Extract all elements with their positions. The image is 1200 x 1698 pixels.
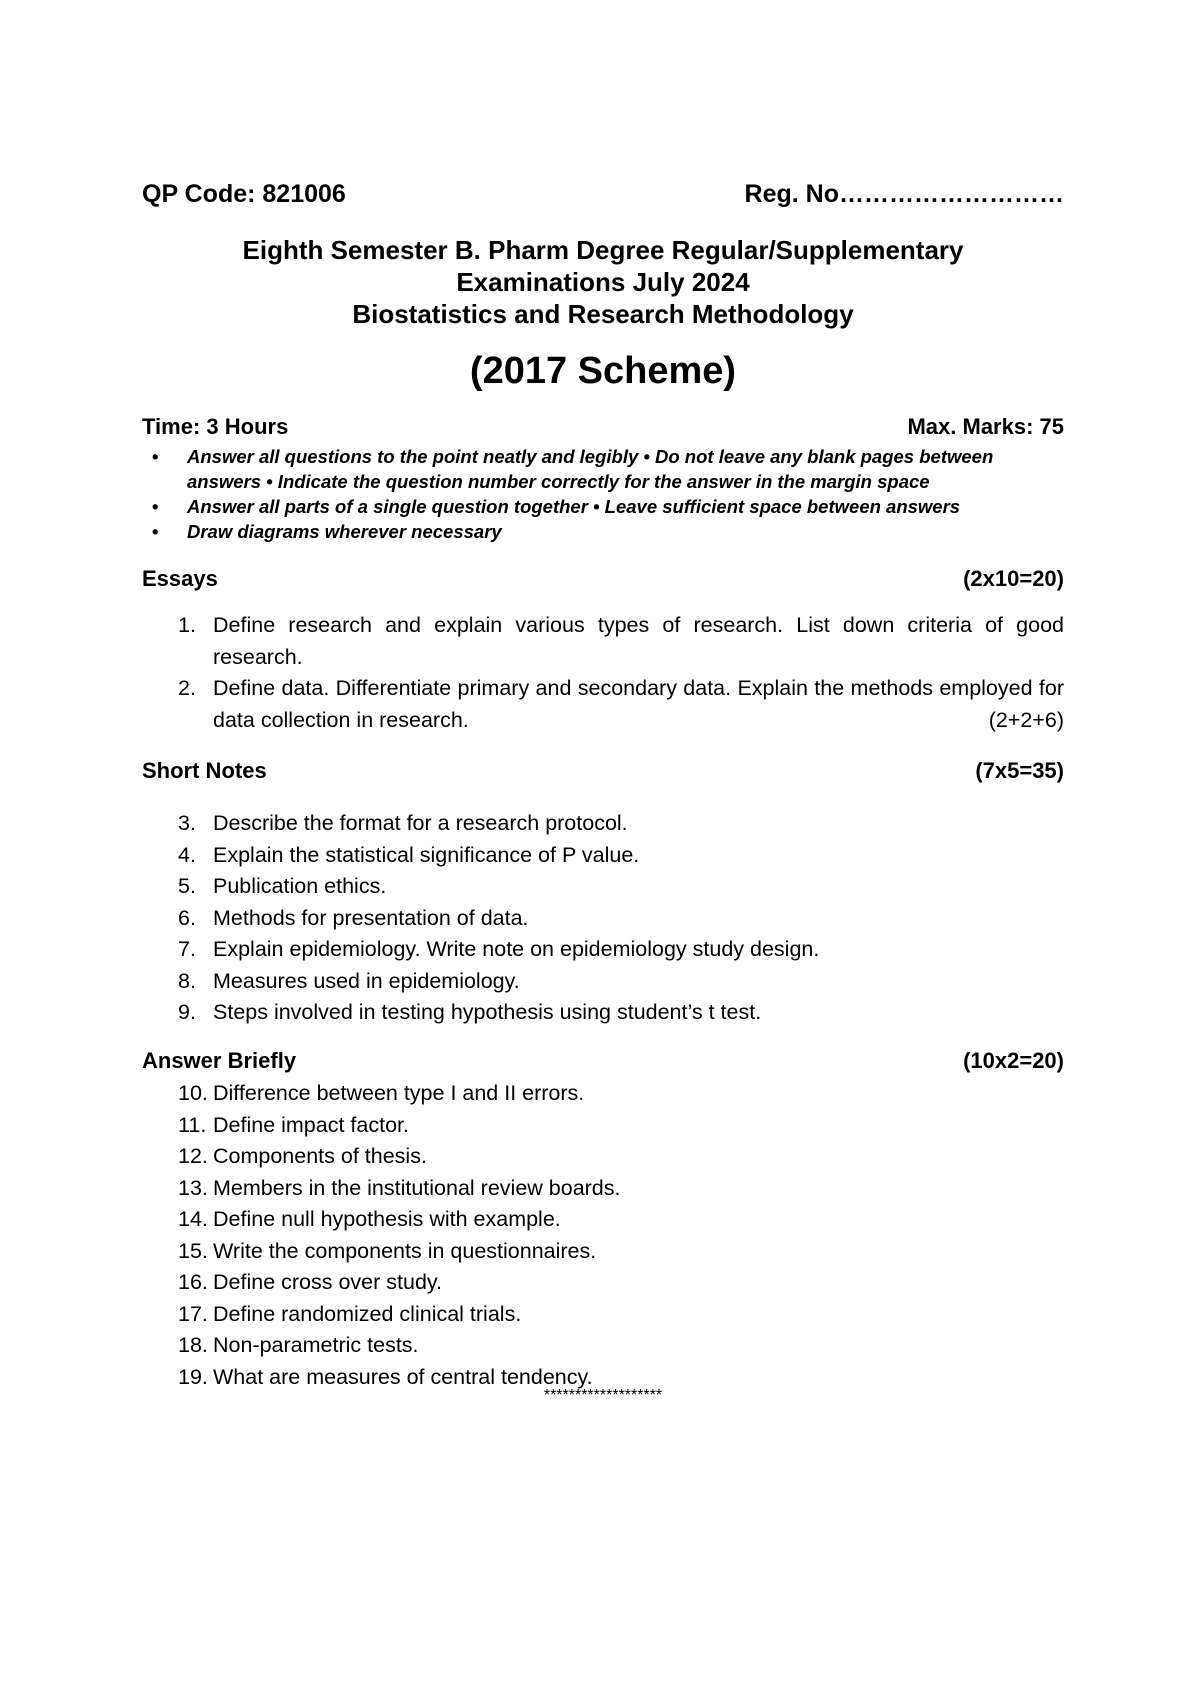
question-text: Components of thesis. [213, 1144, 427, 1168]
question-number: 18. [178, 1333, 208, 1357]
question-number: 14. [178, 1207, 208, 1231]
question-number: 12. [178, 1144, 208, 1168]
question-number: 3. [178, 811, 196, 835]
short-notes-question-list [142, 808, 1064, 1029]
question-item [142, 1078, 1064, 1110]
question-marks: (2+2+6) [988, 707, 1064, 732]
question-text: Define null hypothesis with example. [213, 1207, 561, 1231]
question-number: 7. [178, 937, 196, 961]
section-marks: (2x10=20) [963, 566, 1064, 591]
instruction-text: Answer all parts of a single question together • Leave sufficient space between answers [187, 496, 961, 517]
question-text: What are measures of central tendency. [213, 1364, 593, 1389]
question-item [142, 1236, 1064, 1268]
question-number: 10. [178, 1081, 208, 1105]
instruction-text: Draw diagrams wherever necessary [187, 521, 502, 542]
section-title: Answer Briefly [142, 1048, 297, 1073]
question-text: Define research and explain various types of research. List down criteria of good research. [213, 613, 1064, 669]
question-item [142, 934, 1064, 966]
reg-no: Reg. No……………………… [744, 180, 1064, 208]
scheme-title: (2017 Scheme) [469, 350, 737, 392]
section-essays-header [142, 566, 1064, 592]
question-number: 1. [178, 613, 196, 637]
question-number: 6. [178, 905, 196, 930]
question-number: 8. [178, 968, 196, 993]
question-text: Define cross over study. [213, 1270, 443, 1294]
question-number: 13. [178, 1175, 208, 1200]
question-item [142, 903, 1064, 935]
question-item [142, 1173, 1064, 1205]
question-text: Explain epidemiology. Write note on epidemiology study design. [213, 937, 820, 961]
question-item [142, 1330, 1064, 1362]
question-text: Write the components in questionnaires. [213, 1238, 597, 1263]
paper-header [142, 180, 1064, 209]
question-number: 11. [178, 1112, 207, 1137]
instruction-text: Answer all questions to the point neatly and legibly • Do not leave any blank pages between answers • Indicate the question number correctly for the answer in the margin space [187, 446, 994, 492]
question-text: Explain the statistical significance of P value. [213, 842, 640, 867]
question-text: Define impact factor. [213, 1112, 409, 1137]
question-text: Define data. Differentiate primary and secondary data. Explain the methods employed for data collection in research. [213, 676, 1064, 732]
question-number: 16. [178, 1270, 208, 1294]
question-item [142, 1110, 1064, 1142]
essays-question-list [142, 610, 1064, 736]
question-text: Methods for presentation of data. [213, 905, 529, 930]
question-number: 5. [178, 874, 196, 898]
question-item [142, 840, 1064, 872]
question-text: Measures used in epidemiology. [213, 968, 520, 993]
instruction-item [142, 494, 1064, 519]
question-text: Members in the institutional review boards. [213, 1175, 621, 1200]
section-marks: (10x2=20) [963, 1048, 1064, 1073]
question-item [142, 673, 1064, 736]
qp-code: QP Code: 821006 [142, 180, 346, 208]
question-item [142, 808, 1064, 840]
question-text: Non-parametric tests. [213, 1333, 419, 1357]
question-item [142, 1204, 1064, 1236]
question-text: Steps involved in testing hypothesis using student’s t test. [213, 1000, 762, 1024]
exam-title-line-1: Eighth Semester B. Pharm Degree Regular/Supplementary [242, 235, 964, 265]
question-item [142, 966, 1064, 998]
time-label: Time: 3 Hours [142, 414, 289, 439]
question-text: Describe the format for a research protocol. [213, 811, 628, 835]
bullet-icon: • [152, 496, 159, 517]
question-item [142, 1267, 1064, 1299]
section-answer-briefly-header [142, 1048, 1064, 1074]
subject-title: Biostatistics and Research Methodology [352, 299, 854, 329]
instruction-item [142, 444, 1064, 494]
question-number: 9. [178, 1000, 196, 1024]
section-short-notes-header [142, 758, 1064, 784]
question-number: 19. [178, 1364, 208, 1389]
question-text: Publication ethics. [213, 874, 387, 898]
answer-briefly-question-list [142, 1078, 1064, 1393]
question-number: 17. [178, 1301, 208, 1326]
instruction-item [142, 519, 1064, 544]
exam-title [142, 234, 1064, 330]
question-item [142, 610, 1064, 673]
section-title: Short Notes [142, 758, 267, 783]
question-item [142, 1141, 1064, 1173]
section-marks: (7x5=35) [975, 758, 1064, 783]
max-marks-label: Max. Marks: 75 [907, 414, 1064, 439]
bullet-icon: • [152, 521, 159, 542]
question-number: 15. [178, 1238, 208, 1263]
question-item [142, 871, 1064, 903]
question-text: Difference between type I and II errors. [213, 1081, 585, 1105]
question-number: 2. [178, 676, 196, 700]
question-item [142, 1299, 1064, 1331]
bullet-icon: • [152, 446, 159, 467]
question-item [142, 997, 1064, 1029]
question-number: 4. [178, 842, 196, 867]
section-title: Essays [142, 566, 218, 591]
time-marks-row [142, 414, 1064, 440]
question-text: Define randomized clinical trials. [213, 1301, 522, 1326]
exam-title-line-2: Examinations July 2024 [456, 267, 750, 297]
end-of-paper-stars: ******************* [543, 1387, 663, 1404]
instructions-list [142, 444, 1064, 544]
